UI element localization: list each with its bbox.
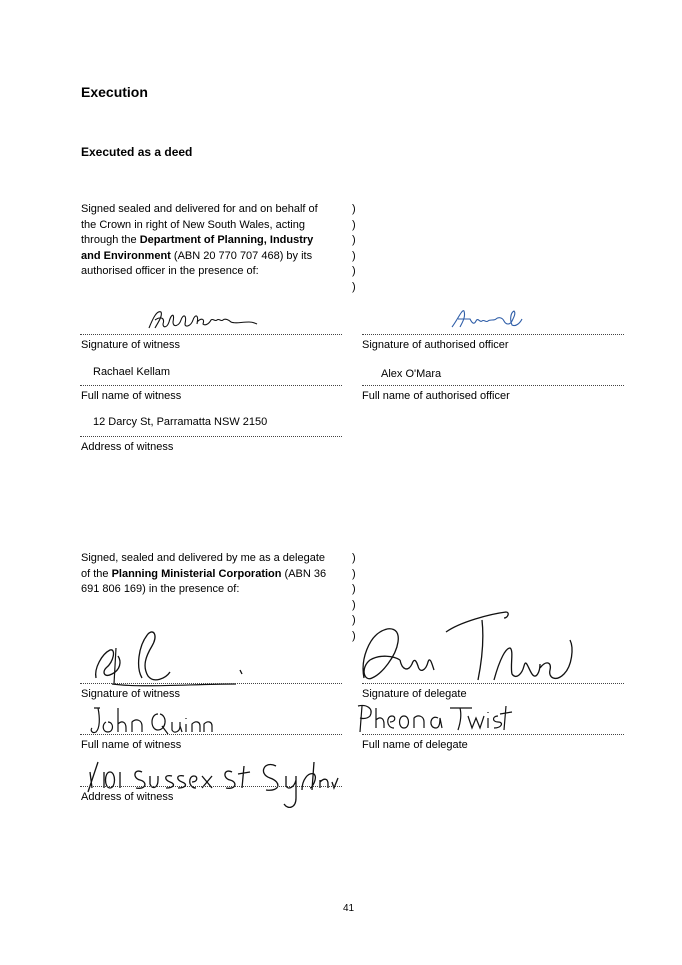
witness-address-label-1: Address of witness [81, 441, 174, 453]
page-heading: Execution [81, 84, 148, 100]
witness-name-line-1 [80, 385, 342, 386]
recital-1-line-2: the Crown in right of New South Wales, acting [81, 218, 305, 231]
delegate-signature-2 [360, 608, 580, 688]
recital-2-line-2: of the Planning Ministerial Corporation (ABN 36 [81, 567, 327, 580]
officer-signature-1 [450, 307, 525, 331]
witness-address-line-1 [80, 436, 342, 437]
witness-signature-2 [92, 628, 247, 688]
delegate-signature-label-2: Signature of delegate [362, 688, 467, 700]
officer-signature-label-1: Signature of authorised officer [362, 339, 509, 351]
witness-address-handwritten-2 [84, 758, 340, 812]
delegate-name-handwritten-2 [354, 702, 514, 734]
recital-2-line-1: Signed, sealed and delivered by me as a delegate [81, 552, 326, 564]
witness-name-handwritten-2 [88, 704, 218, 736]
witness-signature-line-2 [80, 683, 342, 684]
recital-1-line-1: Signed sealed and delivered for and on behalf of [81, 203, 318, 215]
witness-address-label-2: Address of witness [81, 791, 174, 803]
recital-1-line-4: and Environment (ABN 20 770 707 468) by its [81, 249, 313, 262]
page-number: 41 [343, 903, 355, 914]
witness-signature-label-2: Signature of witness [81, 688, 181, 700]
officer-name-line-1 [362, 385, 624, 386]
witness-address-value-1: 12 Darcy St, Parramatta NSW 2150 [93, 416, 268, 428]
recital-2-line-3: 691 806 169) in the presence of: [81, 583, 240, 595]
recital-1-line-3: through the Department of Planning, Industry [81, 234, 314, 246]
witness-address-line-2 [80, 786, 342, 787]
witness-signature-label-1: Signature of witness [81, 339, 181, 351]
parenthesis-column-2: ) ) ) ) ) ) [352, 552, 356, 642]
delegate-signature-line-2 [362, 683, 624, 684]
delegate-name-label-2: Full name of delegate [362, 739, 468, 751]
page-subheading: Executed as a deed [81, 145, 193, 159]
witness-signature-line-1 [80, 334, 342, 335]
witness-name-line-2 [80, 734, 342, 735]
delegate-name-line-2 [362, 734, 624, 735]
officer-name-value-1: Alex O'Mara [381, 368, 442, 380]
recital-block-1 [81, 202, 318, 280]
recital-1-line-5: authorised officer in the presence of: [81, 265, 259, 277]
recital-block-2 [81, 551, 326, 598]
witness-name-label-2: Full name of witness [81, 739, 182, 751]
parenthesis-column-1: ) ) ) ) ) ) [352, 203, 356, 293]
witness-signature-1 [145, 304, 260, 334]
officer-name-label-1: Full name of authorised officer [362, 390, 510, 402]
witness-name-value-1: Rachael Kellam [93, 366, 171, 378]
officer-signature-line-1 [362, 334, 624, 335]
witness-name-label-1: Full name of witness [81, 390, 182, 402]
